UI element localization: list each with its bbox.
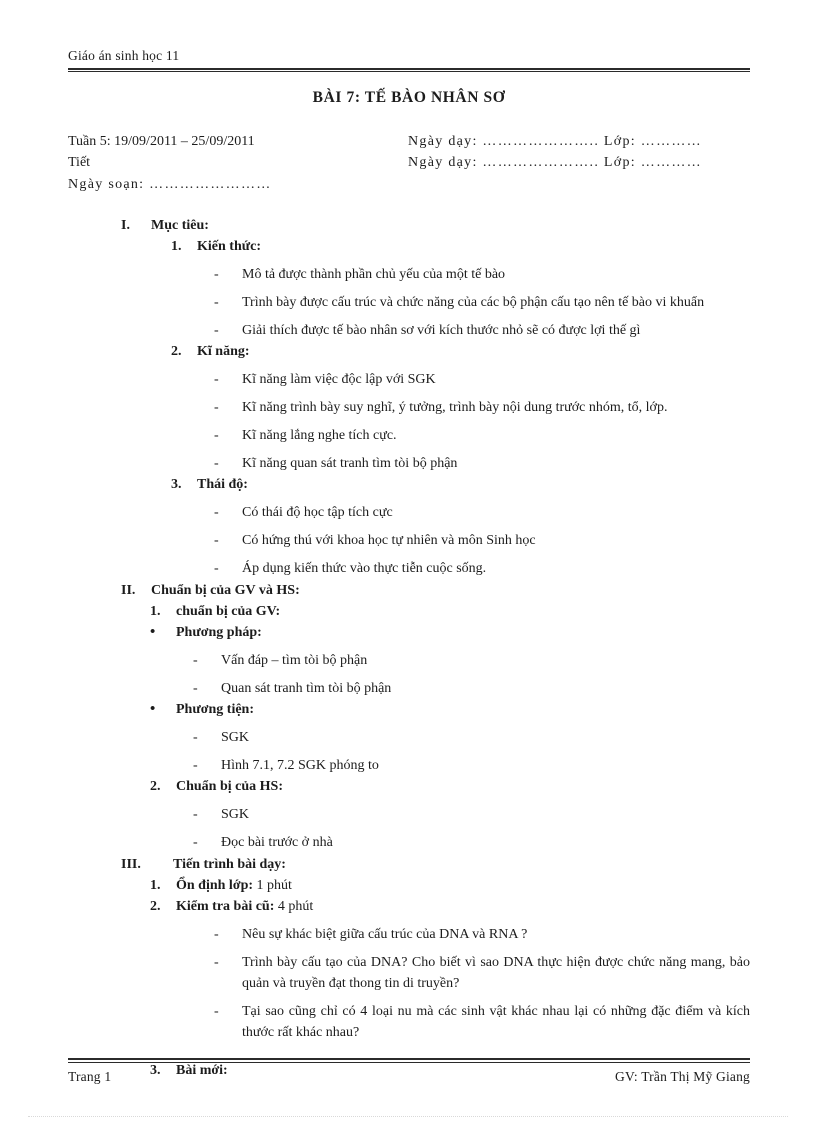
footer-divider xyxy=(68,1058,750,1063)
subsection-label: Kiểm tra bài cũ: xyxy=(176,898,275,914)
list-item xyxy=(68,397,750,418)
subsection-marker: 2. xyxy=(150,898,161,914)
bullet-title: Phương pháp: xyxy=(176,624,262,640)
list-item xyxy=(68,678,750,699)
list-item-text: Nêu sự khác biệt giữa cấu trúc của DNA và RNA ? xyxy=(242,926,528,942)
meta-week: Tuần 5: 19/09/2011 – 25/09/2011 xyxy=(68,134,255,150)
section-marker: II. xyxy=(121,582,136,598)
page-title: BÀI 7: TẾ BÀO NHÂN SƠ xyxy=(312,89,506,107)
section-title: Tiến trình bài dạy: xyxy=(173,856,286,872)
subsection-label: Ổn định lớp: xyxy=(176,877,254,893)
section-heading-1 xyxy=(68,215,750,236)
list-item xyxy=(68,804,750,825)
subsection-duration: 1 phút xyxy=(253,877,292,893)
bullet-heading-method xyxy=(68,622,750,643)
list-item xyxy=(68,1001,750,1043)
bullet-icon: • xyxy=(150,623,156,640)
subsection-title: chuẩn bị của GV: xyxy=(176,603,281,619)
list-item-text: SGK xyxy=(221,806,250,822)
dash-marker: - xyxy=(193,806,198,822)
teacher-name: GV: Trần Thị Mỹ Giang xyxy=(615,1069,750,1084)
list-item-text: Kĩ năng trình bày suy nghĩ, ý tưởng, trình bày nội dung trước nhóm, tổ, lớp. xyxy=(242,399,668,415)
dash-marker: - xyxy=(193,834,198,850)
subsection-title: Bài mới: xyxy=(176,1062,228,1078)
list-item-text: SGK xyxy=(221,729,250,745)
subsection-title xyxy=(176,896,313,917)
dash-marker: - xyxy=(193,652,198,668)
dash-marker: - xyxy=(214,504,219,520)
list-item-text: Kĩ năng làm việc độc lập với SGK xyxy=(242,371,436,387)
list-item xyxy=(68,292,750,313)
subsection-marker: 3. xyxy=(150,1062,161,1078)
meta-right-column xyxy=(408,131,750,195)
subsection-title xyxy=(176,875,292,896)
subsection-heading-1-3 xyxy=(68,474,750,495)
list-item-text: Vấn đáp – tìm tòi bộ phận xyxy=(221,652,368,668)
list-item xyxy=(68,530,750,551)
section-marker: III. xyxy=(121,856,141,872)
list-item-text: Đọc bài trước ở nhà xyxy=(221,834,333,850)
header-divider xyxy=(68,68,750,73)
subsection-heading-3-2 xyxy=(68,896,750,917)
list-item-text: Tại sao cũng chỉ có 4 loại nu mà các sinh vật khác nhau lại có những đặc điểm và kích thước rất khác nhau? xyxy=(242,1003,750,1040)
list-item-text: Kĩ năng lắng nghe tích cực. xyxy=(242,427,397,443)
dash-marker: - xyxy=(193,729,198,745)
subsection-title: Thái độ: xyxy=(197,476,248,492)
meta-teaching-date-1: Ngày dạy: ………………….. Lớp: ………… xyxy=(408,134,702,150)
list-item xyxy=(68,727,750,748)
list-item xyxy=(68,320,750,341)
list-item xyxy=(68,264,750,285)
meta-teaching-date-2: Ngày dạy: ………………….. Lớp: ………… xyxy=(408,155,702,171)
list-item xyxy=(68,425,750,446)
subsection-heading-2-1 xyxy=(68,601,750,622)
dash-marker: - xyxy=(214,371,219,387)
lesson-meta xyxy=(68,131,750,195)
section-title: Mục tiêu: xyxy=(151,217,209,233)
subsection-marker: 2. xyxy=(150,778,161,794)
bullet-title: Phương tiện: xyxy=(176,701,254,717)
list-item-text: Mô tả được thành phần chủ yếu của một tế bào xyxy=(242,266,506,282)
list-item-text: Giải thích được tế bào nhân sơ với kích thước nhỏ sẽ có được lợi thế gì xyxy=(242,322,641,338)
section-heading-3 xyxy=(68,854,750,875)
subsection-duration: 4 phút xyxy=(274,898,314,914)
bullet-icon: • xyxy=(150,700,156,717)
subsection-title: Kĩ năng: xyxy=(197,343,250,359)
section-title: Chuẩn bị của GV và HS: xyxy=(151,582,300,598)
dash-marker: - xyxy=(214,954,219,970)
subsection-marker: 1. xyxy=(150,877,161,893)
running-head: Giáo án sinh học 11 xyxy=(68,48,180,63)
subsection-marker: 1. xyxy=(150,603,161,619)
subsection-marker: 2. xyxy=(171,343,182,359)
page-header xyxy=(68,48,750,72)
list-item xyxy=(68,755,750,776)
dash-marker: - xyxy=(214,266,219,282)
bullet-heading-materials xyxy=(68,699,750,720)
lesson-body xyxy=(68,215,750,1081)
list-item-text: Có hứng thú với khoa học tự nhiên và môn Sinh học xyxy=(242,532,536,548)
subsection-title: Chuẩn bị của HS: xyxy=(176,778,283,794)
dash-marker: - xyxy=(214,294,219,310)
dash-marker: - xyxy=(214,427,219,443)
page-number: Trang 1 xyxy=(68,1069,112,1084)
subsection-marker: 3. xyxy=(171,476,182,492)
meta-prepared-date: Ngày soạn: …………………… xyxy=(68,176,272,192)
section-marker: I. xyxy=(121,217,130,233)
subsection-heading-1-2 xyxy=(68,341,750,362)
subsection-heading-1-1 xyxy=(68,236,750,257)
list-item-text: Quan sát tranh tìm tòi bộ phận xyxy=(221,680,392,696)
dash-marker: - xyxy=(193,680,198,696)
list-item xyxy=(68,650,750,671)
subsection-title: Kiến thức: xyxy=(197,238,262,254)
subsection-marker: 1. xyxy=(171,238,182,254)
page-edge-marker xyxy=(28,1116,788,1117)
meta-period: Tiết xyxy=(68,155,91,171)
list-item xyxy=(68,952,750,994)
list-item-text: Áp dụng kiến thức vào thực tiễn cuộc sống. xyxy=(242,560,487,576)
list-item-text: Hình 7.1, 7.2 SGK phóng to xyxy=(221,757,379,773)
page-footer xyxy=(68,1057,750,1085)
list-item xyxy=(68,558,750,579)
section-heading-2 xyxy=(68,580,750,601)
footer-row xyxy=(68,1069,750,1085)
dash-marker: - xyxy=(214,322,219,338)
dash-marker: - xyxy=(214,926,219,942)
subsection-heading-2-2 xyxy=(68,776,750,797)
dash-marker: - xyxy=(214,399,219,415)
dash-marker: - xyxy=(214,560,219,576)
list-item xyxy=(68,369,750,390)
list-item-text: Trình bày cấu tạo của DNA? Cho biết vì sao DNA thực hiện được chức năng mang, bảo quản và truyền đạt thong tin di truyền? xyxy=(242,954,750,991)
subsection-heading-3-1 xyxy=(68,875,750,896)
list-item-text: Trình bày được cấu trúc và chức năng của các bộ phận cấu tạo nên tế bào vi khuẩn xyxy=(242,294,705,310)
dash-marker: - xyxy=(214,532,219,548)
dash-marker: - xyxy=(214,1003,219,1019)
list-item xyxy=(68,502,750,523)
list-item xyxy=(68,924,750,945)
list-item-text: Có thái độ học tập tích cực xyxy=(242,504,393,520)
list-item xyxy=(68,453,750,474)
dash-marker: - xyxy=(193,757,198,773)
dash-marker: - xyxy=(214,455,219,471)
meta-left-column xyxy=(68,131,408,195)
list-item-text: Kĩ năng quan sát tranh tìm tòi bộ phận xyxy=(242,455,458,471)
list-item xyxy=(68,832,750,853)
